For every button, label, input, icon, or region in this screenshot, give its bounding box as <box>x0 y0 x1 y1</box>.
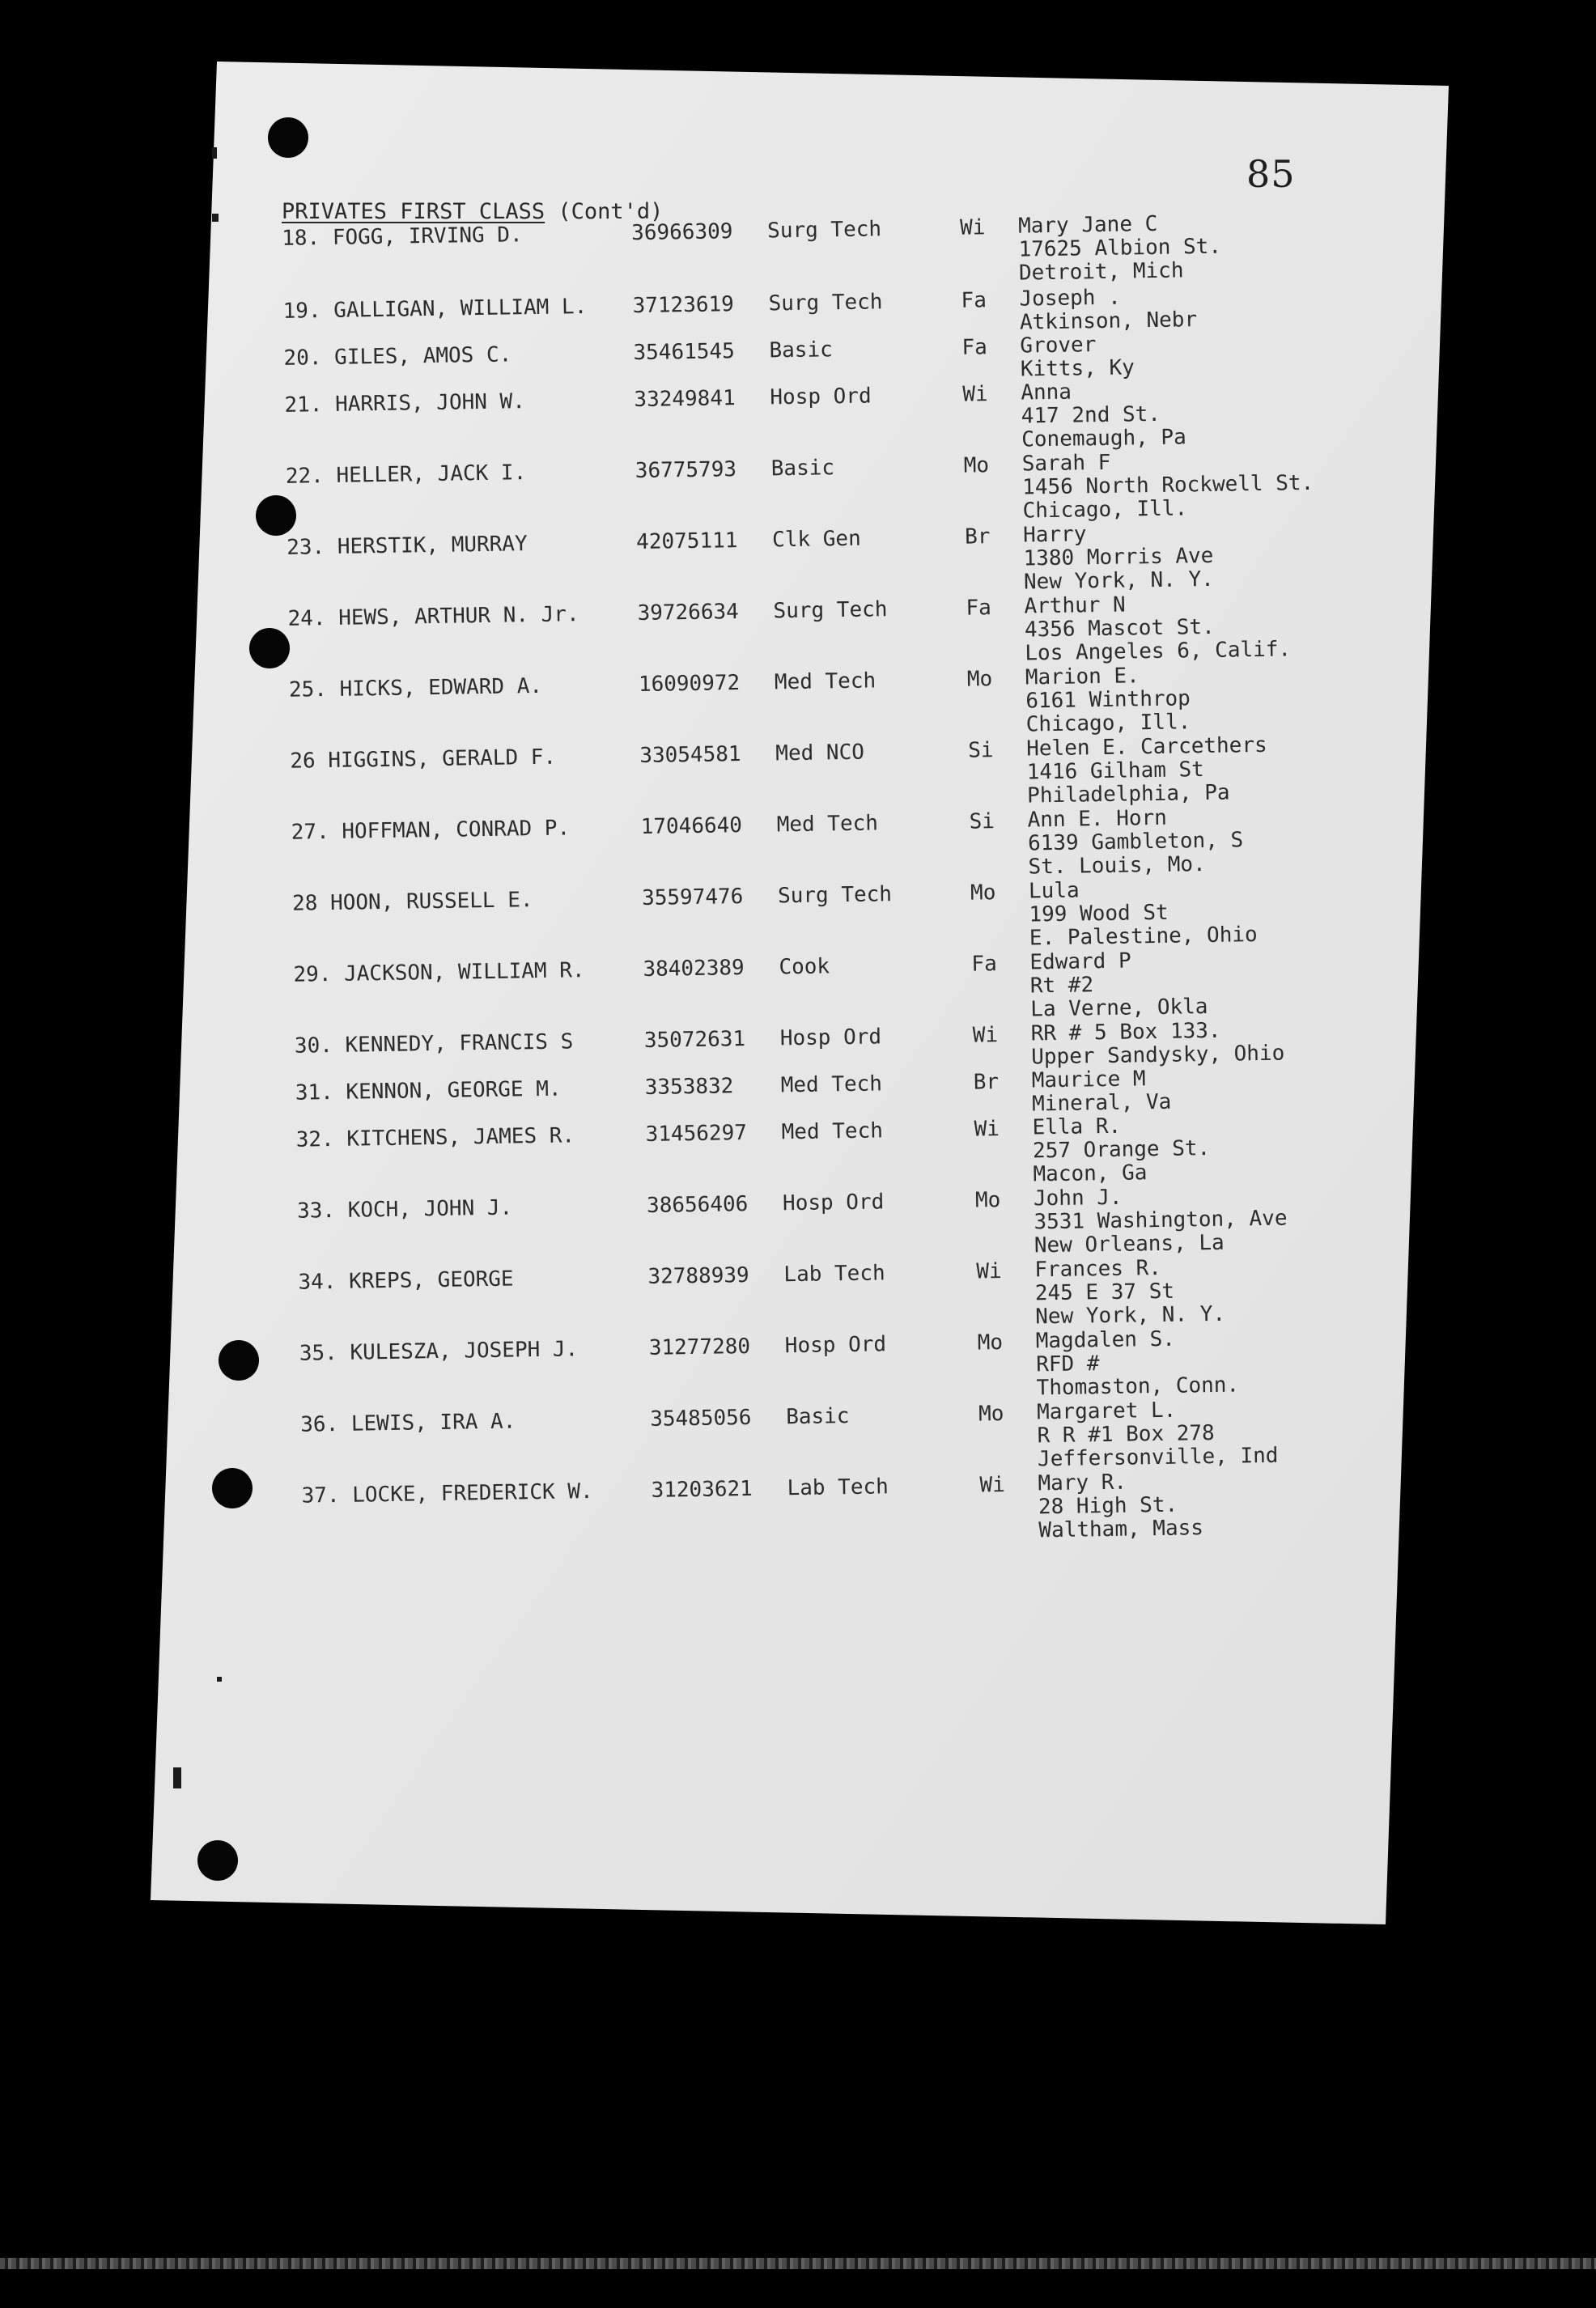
address-line: RR # 5 Box 133. <box>1030 1018 1221 1046</box>
address-line: Philadelphia, Pa <box>1026 780 1230 808</box>
entry-serial: 31203621 <box>651 1476 753 1503</box>
address-line: R R #1 Box 278 <box>1037 1420 1215 1449</box>
entry-name: 34. KREPS, GEORGE <box>298 1266 514 1295</box>
address-line: Waltham, Mass <box>1038 1516 1204 1543</box>
entry-relation: Mo <box>963 453 990 478</box>
entry-address <box>1032 1114 1210 1186</box>
entry-name: 22. HELLER, JACK I. <box>285 460 527 489</box>
address-line: Atkinson, Nebr <box>1019 308 1198 335</box>
address-line: Rt #2 <box>1029 973 1094 999</box>
address-line: Helen E. Carcethers <box>1026 732 1267 762</box>
entry-duty: Lab Tech <box>787 1474 889 1501</box>
entry-serial: 35597476 <box>641 885 744 910</box>
address-line: 4356 Mascot St. <box>1024 614 1215 643</box>
entry-serial: 35072631 <box>643 1026 746 1053</box>
entry-address <box>1038 1470 1203 1542</box>
address-line: Chicago, Ill. <box>1025 710 1191 737</box>
address-line: Sarah F <box>1021 450 1111 477</box>
address-line: 1380 Morris Ave <box>1023 543 1214 571</box>
entry-serial: 42075111 <box>635 528 738 555</box>
entry-address <box>1018 212 1222 286</box>
entry-duty: Surg Tech <box>768 290 883 316</box>
entry-name: 25. HICKS, EDWARD A. <box>288 673 543 702</box>
entry-duty: Clk Gen <box>771 526 861 553</box>
entry-serial: 35485056 <box>649 1405 752 1432</box>
address-line: New York, N. Y. <box>1035 1301 1226 1330</box>
entry-name: 19. GALLIGAN, WILLIAM L. <box>282 294 588 324</box>
entry-relation: Wi <box>979 1473 1006 1498</box>
entry-name: 32. KITCHENS, JAMES R. <box>295 1123 575 1152</box>
entry-serial: 38402389 <box>643 956 745 982</box>
entry-serial: 3353832 <box>644 1074 734 1100</box>
entry-duty: Cook <box>779 954 830 980</box>
address-line: Mary Jane C <box>1017 211 1158 239</box>
address-line: Los Angeles 6, Calif. <box>1025 637 1292 666</box>
entry-address <box>1037 1398 1279 1472</box>
entry-address <box>1031 1019 1285 1070</box>
entry-relation: Br <box>973 1070 1000 1095</box>
entry-duty: Surg Tech <box>773 597 888 624</box>
entry-address <box>1029 948 1208 1021</box>
entry-relation: Fa <box>971 952 997 977</box>
scan-edge-strip <box>0 2258 1596 2269</box>
entry-name: 29. JACKSON, WILLIAM R. <box>293 958 585 987</box>
entry-serial: 38656406 <box>646 1191 749 1218</box>
entry-address <box>1020 333 1135 381</box>
address-line: 245 E 37 St <box>1034 1279 1175 1306</box>
entry-relation: Wi <box>959 215 986 240</box>
address-line: E. Palestine, Ohio <box>1029 923 1258 951</box>
entry-name: 31. KENNON, GEORGE M. <box>295 1076 562 1105</box>
entry-address <box>1029 876 1258 950</box>
address-line: Edward P <box>1029 948 1131 975</box>
entry-serial: 37123619 <box>632 292 735 319</box>
address-line: 1416 Gilham St <box>1026 757 1205 785</box>
heading-suffix: (Cont'd) <box>558 199 664 224</box>
entry-relation: Mo <box>977 1330 1004 1356</box>
entry-duty: Med NCO <box>775 740 865 766</box>
entry-duty: Basic <box>785 1404 850 1430</box>
entry-address <box>1023 521 1214 595</box>
address-line: St. Louis, Mo. <box>1028 852 1206 880</box>
address-line: Mineral, Va <box>1031 1089 1172 1117</box>
entry-address <box>1034 1184 1288 1258</box>
entry-duty: Hosp Ord <box>779 1025 882 1051</box>
address-line: John J. <box>1033 1185 1123 1211</box>
address-line: La Verne, Okla <box>1030 995 1208 1022</box>
entry-name: 36. LEWIS, IRA A. <box>300 1409 516 1437</box>
page-number: 85 <box>1246 152 1296 196</box>
address-line: 6139 Gambleton, S <box>1027 828 1244 856</box>
entry-name: 20. GILES, AMOS C. <box>283 342 512 371</box>
entry-serial: 36775793 <box>635 457 737 484</box>
entry-relation: Wi <box>972 1023 999 1048</box>
address-line: Conemaugh, Pa <box>1021 425 1186 452</box>
address-line: Frances R. <box>1034 1255 1162 1283</box>
entry-serial: 17046640 <box>640 813 743 839</box>
address-line: 17625 Albion St. <box>1018 234 1222 262</box>
entry-name: 18. FOGG, IRVING D. <box>281 223 523 251</box>
entry-address <box>1025 664 1191 736</box>
address-line: Ella R. <box>1032 1114 1122 1140</box>
entry-relation: Wi <box>962 382 988 407</box>
entry-address <box>1021 379 1186 452</box>
entry-duty: Basic <box>770 456 835 482</box>
entry-address <box>1024 591 1291 665</box>
entry-serial: 33249841 <box>634 386 736 413</box>
entry-relation: Mo <box>978 1402 1004 1427</box>
entry-address <box>1031 1067 1171 1117</box>
address-line: Kitts, Ky <box>1020 355 1135 382</box>
entry-duty: Surg Tech <box>777 882 893 909</box>
entry-relation: Fa <box>961 335 988 360</box>
address-line: Magdalen S. <box>1035 1326 1176 1354</box>
address-line: 257 Orange St. <box>1032 1135 1211 1164</box>
entry-relation: Mo <box>966 667 993 692</box>
address-line: Detroit, Mich <box>1018 258 1184 286</box>
address-line: Grover <box>1020 333 1097 359</box>
address-line: 3531 Washington, Ave <box>1034 1206 1288 1235</box>
address-line: New Orleans, La <box>1034 1230 1225 1258</box>
entry-address <box>1022 448 1314 524</box>
entry-relation: Si <box>969 809 995 834</box>
entry-relation: Fa <box>966 596 992 621</box>
entry-duty: Med Tech <box>776 811 879 838</box>
address-line: RFD # <box>1035 1351 1100 1377</box>
address-line: 417 2nd St. <box>1021 401 1161 429</box>
address-line: Ann E. Horn <box>1027 805 1168 833</box>
entry-serial: 36966309 <box>630 219 733 246</box>
entry-relation: Wi <box>976 1259 1002 1284</box>
entry-relation: Fa <box>961 288 987 313</box>
entry-name: 33. KOCH, JOHN J. <box>296 1195 513 1224</box>
entry-duty: Med Tech <box>781 1118 884 1145</box>
address-line: New York, N. Y. <box>1023 566 1215 595</box>
address-line: 6161 Winthrop <box>1025 686 1191 714</box>
entry-serial: 31456297 <box>645 1120 748 1147</box>
address-line: Upper Sandysky, Ohio <box>1031 1041 1285 1070</box>
address-line: 1456 North Rockwell St. <box>1021 470 1314 500</box>
entry-duty: Hosp Ord <box>784 1332 887 1359</box>
address-line: 199 Wood St <box>1029 900 1169 927</box>
entry-duty: Med Tech <box>774 668 877 695</box>
entry-name: 23. HERSTIK, MURRAY <box>286 532 528 560</box>
address-line: 28 High St. <box>1038 1492 1178 1520</box>
address-line: Jeffersonville, Ind <box>1037 1443 1279 1472</box>
entry-address <box>1027 805 1243 879</box>
address-line: Chicago, Ill. <box>1022 496 1188 524</box>
address-line: Thomaston, Conn. <box>1036 1372 1240 1401</box>
entry-relation: Wi <box>974 1117 1000 1142</box>
address-line: Maurice M <box>1031 1067 1146 1093</box>
entry-relation: Mo <box>970 880 996 906</box>
address-line: Mary R. <box>1038 1470 1127 1496</box>
address-line: Margaret L. <box>1036 1398 1177 1425</box>
address-line: Joseph . <box>1019 285 1121 312</box>
address-line: Harry <box>1022 522 1087 548</box>
entry-relation: Mo <box>974 1188 1001 1213</box>
entry-serial: 33054581 <box>639 742 741 769</box>
address-line: Marion E. <box>1025 664 1140 690</box>
entry-serial: 35461545 <box>633 339 735 366</box>
entry-duty: Hosp Ord <box>782 1190 885 1216</box>
entry-name: 21. HARRIS, JOHN W. <box>284 389 526 418</box>
entry-name: 27. HOFFMAN, CONRAD P. <box>291 816 571 845</box>
entry-serial: 32788939 <box>647 1262 749 1289</box>
entry-name: 37. LOCKE, FREDERICK W. <box>301 1479 593 1508</box>
address-line: Anna <box>1021 380 1072 405</box>
entry-name: 26 HIGGINS, GERALD F. <box>290 745 557 774</box>
entry-duty: Basic <box>769 337 833 363</box>
entry-name: 28 HOON, RUSSELL E. <box>291 888 533 916</box>
entry-address <box>1019 285 1197 334</box>
entry-duty: Surg Tech <box>766 217 882 244</box>
entry-serial: 16090972 <box>638 671 741 698</box>
address-line: Macon, Ga <box>1033 1160 1148 1187</box>
heading-title: PRIVATES FIRST CLASS <box>282 199 545 224</box>
entry-duty: Hosp Ord <box>770 384 872 410</box>
entry-relation: Si <box>968 738 994 763</box>
entry-name: 30. KENNEDY, FRANCIS S <box>294 1029 574 1059</box>
entry-address <box>1026 734 1268 808</box>
address-line: Arthur N <box>1024 592 1126 619</box>
entry-duty: Med Tech <box>780 1071 883 1098</box>
entry-serial: 39726634 <box>637 600 740 626</box>
entry-address <box>1036 1326 1240 1400</box>
entry-relation: Br <box>964 524 991 549</box>
entry-address <box>1034 1256 1225 1330</box>
entry-name: 35. KULESZA, JOSEPH J. <box>299 1337 579 1366</box>
entry-duty: Lab Tech <box>783 1261 885 1288</box>
entry-serial: 31277280 <box>648 1334 751 1360</box>
entry-name: 24. HEWS, ARTHUR N. Jr. <box>287 602 579 631</box>
address-line: Lula <box>1028 878 1080 904</box>
